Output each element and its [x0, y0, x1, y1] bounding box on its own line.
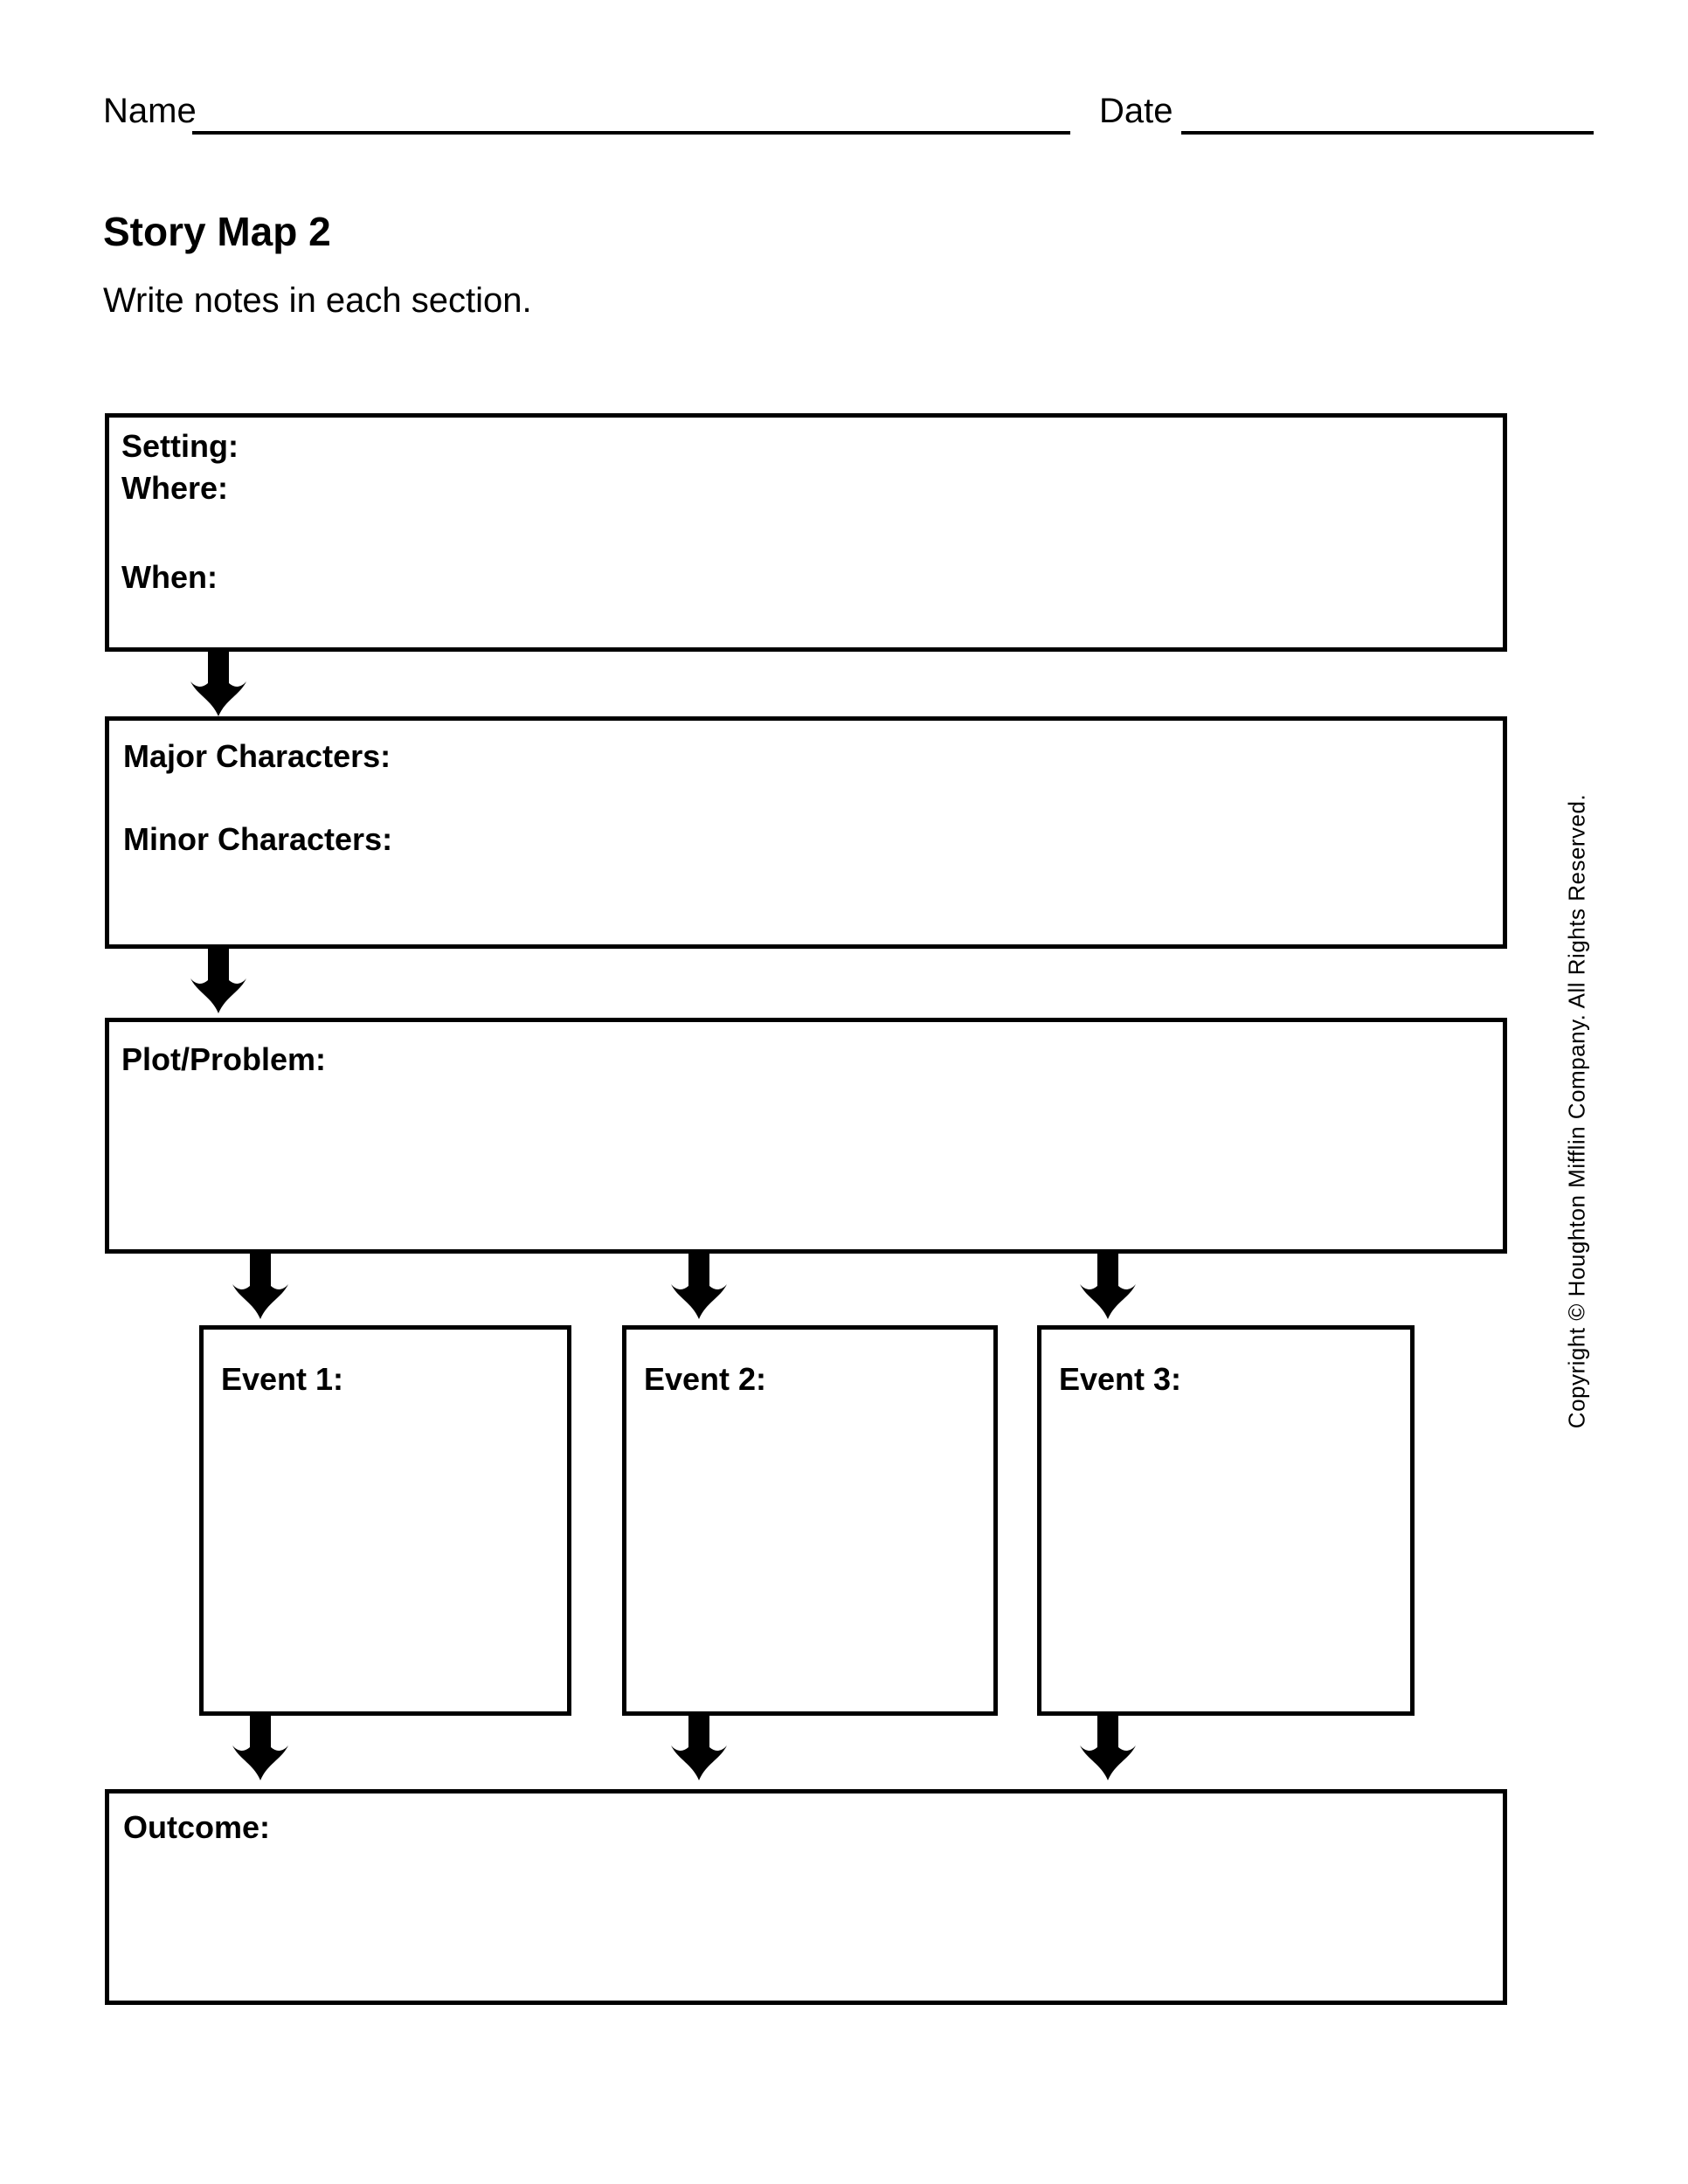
- name-writein-line: [192, 131, 1070, 135]
- down-arrow-icon: [1080, 1253, 1136, 1319]
- event-3-box: [1037, 1325, 1415, 1716]
- outcome-box: [105, 1789, 1507, 2005]
- date-label: Date: [1099, 92, 1173, 130]
- event-1-box: [199, 1325, 571, 1716]
- minor-characters-label: Minor Characters:: [123, 821, 393, 857]
- down-arrow-icon: [1080, 1714, 1136, 1780]
- setting-label: Setting:: [121, 428, 239, 464]
- event-3-label: Event 3:: [1059, 1361, 1182, 1397]
- when-label: When:: [121, 559, 218, 595]
- down-arrow-icon: [232, 1714, 288, 1780]
- copyright-text: Copyright © Houghton Mifflin Company. All Rights Reserved.: [1563, 793, 1590, 1429]
- plot-problem-label: Plot/Problem:: [121, 1041, 327, 1077]
- event-2-box: [622, 1325, 998, 1716]
- plot-problem-box: [105, 1018, 1507, 1254]
- outcome-label: Outcome:: [123, 1809, 271, 1845]
- characters-box: [105, 716, 1507, 949]
- down-arrow-icon: [232, 1253, 288, 1319]
- down-arrow-icon: [671, 1714, 727, 1780]
- down-arrow-icon: [190, 650, 246, 716]
- date-writein-line: [1181, 131, 1594, 135]
- page-title: Story Map 2: [103, 209, 331, 254]
- instructions-text: Write notes in each section.: [103, 281, 532, 320]
- down-arrow-icon: [671, 1253, 727, 1319]
- event-2-label: Event 2:: [644, 1361, 767, 1397]
- major-characters-label: Major Characters:: [123, 738, 391, 774]
- down-arrow-icon: [190, 947, 246, 1013]
- where-label: Where:: [121, 470, 229, 506]
- setting-box: [105, 413, 1507, 652]
- event-1-label: Event 1:: [221, 1361, 344, 1397]
- name-label: Name: [103, 92, 197, 130]
